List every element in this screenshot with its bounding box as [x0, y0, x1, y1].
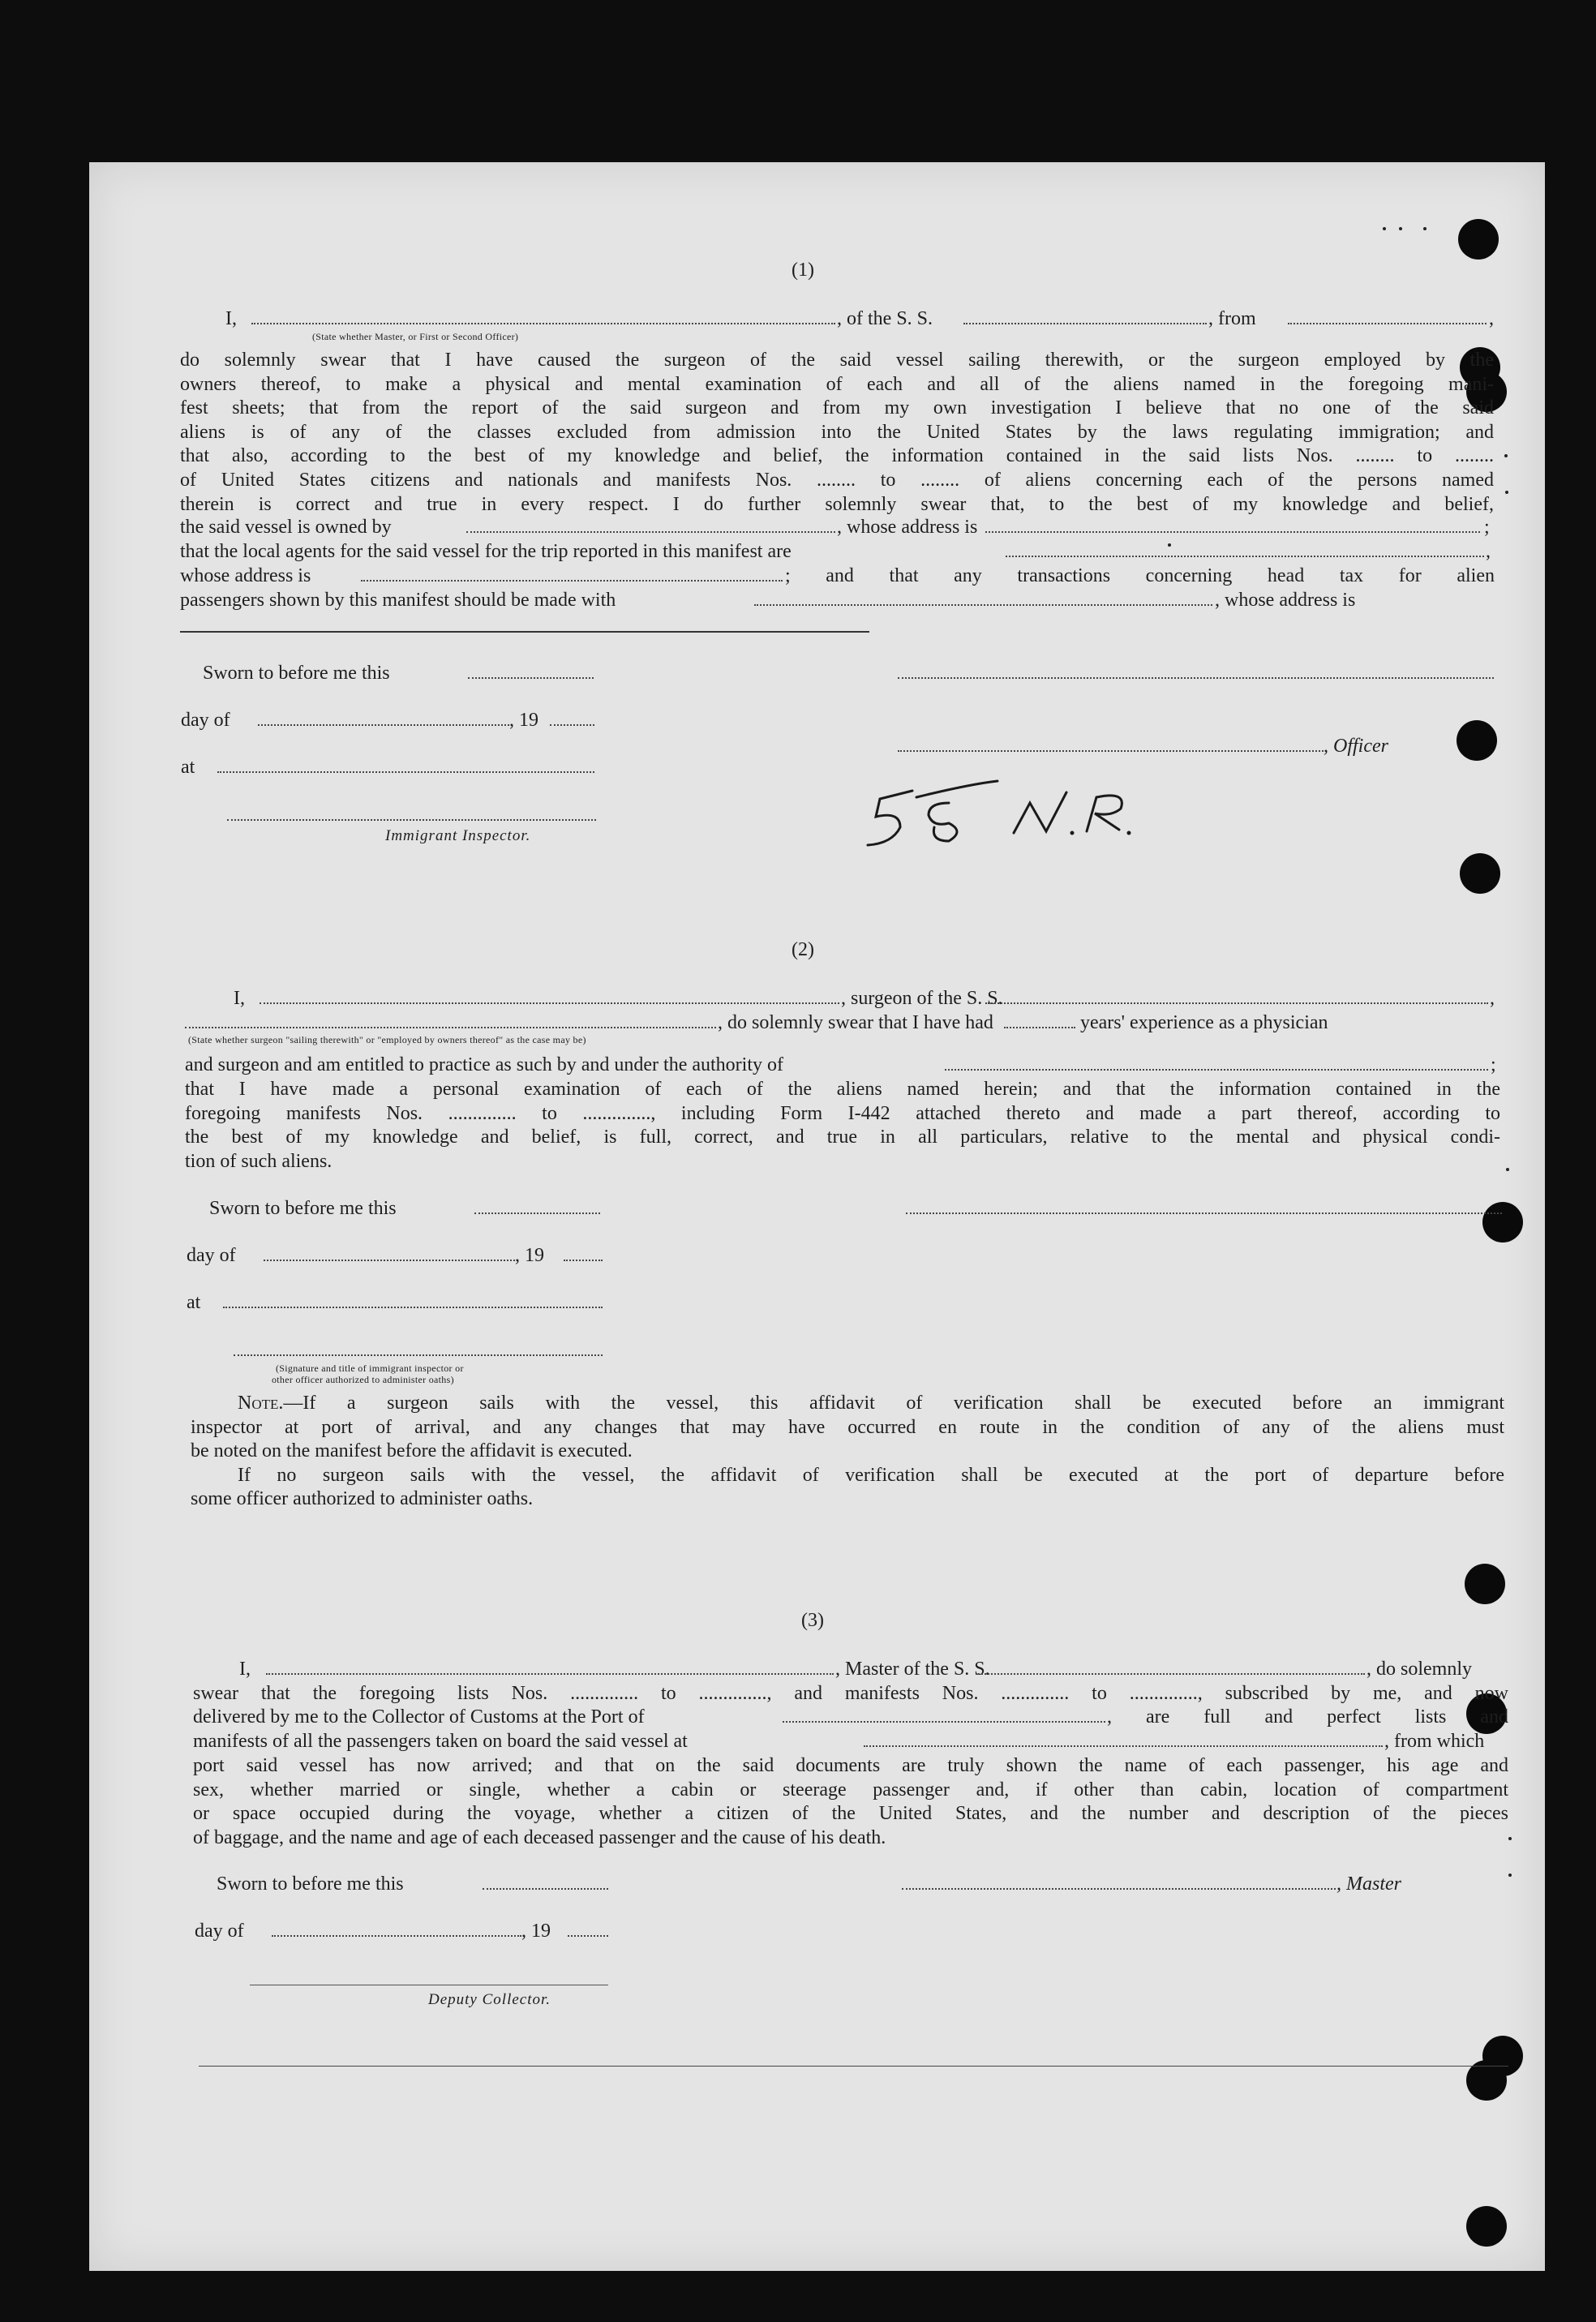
- s1-line: that also, according to the best of my knowledge and belief, the information contained in the said lists Nos. ........ to ........: [180, 445, 1494, 467]
- s3-port-of: delivered by me to the Collector of Customs at the Port of: [193, 1706, 645, 1728]
- s1-i: I,: [225, 308, 237, 329]
- s1-line: fest sheets; that from the report of the said surgeon and from my own investigation I believe that no one of the said: [180, 397, 1494, 419]
- s1-officer-signature-2[interactable]: [898, 750, 1324, 752]
- s2-years-field[interactable]: [1004, 1027, 1075, 1028]
- s1-line: do solemnly swear that I have caused the surgeon of the said vessel sailing therewith, or the surgeon employed by the: [180, 350, 1494, 371]
- s1-address-field-3[interactable]: [180, 631, 869, 633]
- s2-line: tion of such aliens.: [185, 1150, 332, 1172]
- s2-line: foregoing manifests Nos. .............. to .............., including Form I-442 attached thereto and made a part thereof, according to: [185, 1102, 1500, 1124]
- s2-surgeon-of: , surgeon of the S. S.: [841, 988, 1003, 1009]
- s1-head-tax-field[interactable]: [754, 604, 1212, 606]
- s3-full-perfect: , are full and perfect lists and: [1107, 1706, 1508, 1728]
- s2-i: I,: [234, 988, 245, 1009]
- s3-nineteen: , 19: [521, 1921, 551, 1942]
- s2-authority: and surgeon and am entitled to practice as such by and under the authority of: [185, 1054, 783, 1075]
- s1-of-ss: , of the S. S.: [837, 308, 933, 329]
- handwriting-stroke: [1087, 796, 1122, 831]
- speck: [1506, 1168, 1509, 1171]
- handwriting-stroke: [916, 781, 998, 797]
- s1-oath-paragraph: [180, 349, 1494, 517]
- speck: [1508, 1873, 1512, 1877]
- s1-agents-address-field[interactable]: [361, 580, 783, 582]
- s1-head-tax: ; and that any transactions concerning head tax for alien: [785, 565, 1495, 586]
- punch-hole: [1482, 1202, 1523, 1243]
- s3-master-name-field[interactable]: [266, 1673, 834, 1675]
- s2-surgeon-caption: (State whether surgeon "sailing therewith" or "employed by owners thereof" as the case may be): [188, 1034, 586, 1045]
- s2-vessel-field[interactable]: [985, 1002, 1488, 1004]
- handwriting-stroke: [1014, 792, 1066, 833]
- s1-end-comma: ,: [1489, 308, 1494, 329]
- speck: [1505, 491, 1508, 494]
- note-line: be noted on the manifest before the affidavit is executed.: [191, 1440, 633, 1462]
- section-3-heading: (3): [801, 1610, 824, 1631]
- s3-do-solemnly: , do solemnly: [1366, 1659, 1472, 1680]
- handwriting-stroke: [868, 791, 912, 845]
- s2-end-comma: ,: [1490, 988, 1495, 1009]
- s1-passengers-shown: passengers shown by this manifest should be made with: [180, 590, 616, 611]
- punch-hole: [1460, 853, 1500, 894]
- s1-owner-field[interactable]: [466, 531, 835, 533]
- s3-day-of: day of: [195, 1921, 244, 1942]
- s1-nineteen: , 19: [509, 710, 538, 731]
- s1-sworn-date-field[interactable]: [468, 677, 594, 679]
- s1-line: aliens is of any of the classes excluded from admission into the United States by the laws regulating immigration; and: [180, 421, 1494, 443]
- section-2-heading: (2): [792, 939, 814, 960]
- s3-master-signature[interactable]: [902, 1888, 1336, 1890]
- speck: [1504, 454, 1508, 457]
- s2-day-of: day of: [187, 1245, 236, 1266]
- s2-place-field[interactable]: [223, 1307, 603, 1308]
- s3-line: sex, whether married or single, whether a cabin or steerage passenger and, if other than cabin, location of compartment: [193, 1779, 1508, 1801]
- speck: [1508, 1837, 1512, 1840]
- s2-do-solemnly: , do solemnly swear that I have had: [718, 1012, 993, 1033]
- s2-surgeon-type-field[interactable]: [185, 1027, 716, 1028]
- s2-semicolon: ;: [1491, 1054, 1496, 1075]
- s3-oath-paragraph: [193, 1754, 1508, 1850]
- s3-year-field[interactable]: [568, 1935, 608, 1937]
- s2-nineteen: , 19: [515, 1245, 544, 1266]
- s1-place-field[interactable]: [217, 771, 594, 773]
- s2-inspector-signature[interactable]: [234, 1354, 603, 1356]
- document-page: [89, 162, 1545, 2271]
- s1-sworn: Sworn to before me this: [203, 663, 390, 684]
- punch-hole: [1458, 219, 1499, 260]
- s2-sworn-date-field[interactable]: [474, 1213, 600, 1214]
- s3-port-field[interactable]: [783, 1721, 1105, 1723]
- s2-sig-caption: other officer authorized to administer oaths): [272, 1374, 454, 1385]
- note-line: inspector at port of arrival, and any changes that may have occurred en route in the condition of any of the aliens must: [191, 1416, 1504, 1438]
- s1-line: therein is correct and true in every respect. I do further solemnly swear that, to the best of my knowledge and belief,: [180, 493, 1494, 515]
- s1-whose-address: , whose address is: [837, 517, 978, 538]
- s2-note: [191, 1392, 1504, 1512]
- section-1-heading: (1): [792, 260, 814, 281]
- s3-lists-line: [193, 1682, 1508, 1706]
- s1-month-field[interactable]: [258, 724, 509, 726]
- s3-master-label: , Master: [1336, 1873, 1401, 1895]
- handwriting-stroke: [929, 803, 957, 841]
- bottom-rule: [199, 2066, 1508, 2067]
- s1-officer-label: , Officer: [1324, 736, 1388, 757]
- handwriting-dot: [1127, 831, 1131, 835]
- s1-officer-caption: (State whether Master, or First or Second Officer): [312, 331, 519, 342]
- punch-hole: [1466, 2206, 1507, 2247]
- note-line: some officer authorized to administer oaths.: [191, 1488, 534, 1510]
- speck: [1168, 543, 1171, 547]
- s3-i: I,: [239, 1659, 251, 1680]
- s2-line: the best of my knowledge and belief, is full, correct, and true in all particulars, relative to the mental and physical condi-: [185, 1127, 1500, 1148]
- s3-from-which: , from which: [1384, 1731, 1485, 1752]
- s2-line: that I have made a personal examination of each of the aliens named herein; and that the information contained in the: [185, 1079, 1500, 1100]
- s3-line: of baggage, and the name and age of each deceased passenger and the cause of his death.: [193, 1826, 886, 1848]
- s3-deputy-label: Deputy Collector.: [428, 1991, 551, 2008]
- s1-owned-by: the said vessel is owned by: [180, 517, 392, 538]
- s3-line: port said vessel has now arrived; and that on the said documents are truly shown the name of each passenger, his age and: [193, 1755, 1508, 1776]
- s2-years-experience: years' experience as a physician: [1080, 1012, 1328, 1033]
- speck: [1399, 227, 1402, 230]
- s3-sworn-date-field[interactable]: [483, 1888, 608, 1890]
- s1-agents-comma: ,: [1486, 541, 1491, 562]
- s2-surgeon-name-field[interactable]: [260, 1002, 839, 1004]
- s1-agents-field[interactable]: [1006, 556, 1484, 557]
- s3-master-of: , Master of the S. S.: [835, 1659, 990, 1680]
- s1-line: owners thereof, to make a physical and mental examination of each and all of the aliens named in the foregoing mani-: [180, 373, 1494, 395]
- s3-month-field[interactable]: [272, 1935, 521, 1937]
- s2-oath-paragraph: [185, 1078, 1500, 1174]
- punch-hole: [1457, 720, 1497, 761]
- s1-whose-address-3: , whose address is: [1215, 590, 1356, 611]
- s1-inspector-signature[interactable]: [227, 819, 596, 821]
- note-text: —If a surgeon sails with the vessel, this affidavit of verification shall be executed before an immigrant: [283, 1393, 1504, 1414]
- s3-embark-port-field[interactable]: [864, 1745, 1383, 1747]
- handwritten-annotation: [835, 766, 1176, 856]
- s3-taken-on-board: manifests of all the passengers taken on board the said vessel at: [193, 1731, 688, 1752]
- s2-sworn: Sworn to before me this: [209, 1198, 397, 1219]
- note-label: Note.: [238, 1393, 284, 1414]
- s3-sworn: Sworn to before me this: [217, 1873, 404, 1895]
- s2-surgeon-signature[interactable]: [906, 1213, 1502, 1214]
- s1-local-agents: that the local agents for the said vessel for the trip reported in this manifest are: [180, 541, 792, 562]
- s1-semicolon: ;: [1484, 517, 1490, 538]
- s1-line: of United States citizens and nationals and manifests Nos. ........ to ........ of aliens concerning each of the persons named: [180, 469, 1494, 491]
- punch-hole: [1465, 1564, 1505, 1604]
- s2-sig-caption: (Signature and title of immigrant inspector or: [276, 1363, 464, 1374]
- note-line: If no surgeon sails with the vessel, the affidavit of verification shall be executed at the port of departure before: [238, 1464, 1504, 1486]
- s2-year-field[interactable]: [564, 1260, 603, 1261]
- speck: [1383, 227, 1386, 230]
- s3-vessel-field[interactable]: [976, 1673, 1365, 1675]
- s3-line: or space occupied during the voyage, whether a citizen of the United States, and the number and description of the pieces: [193, 1803, 1508, 1825]
- s2-month-field[interactable]: [264, 1260, 515, 1261]
- s1-whose-address-2: whose address is: [180, 565, 311, 586]
- s1-day-of: day of: [181, 710, 230, 731]
- speck: [1423, 227, 1427, 230]
- s1-at: at: [181, 757, 195, 778]
- note-line: [191, 1392, 1504, 1416]
- s1-year-field[interactable]: [550, 724, 594, 726]
- s1-officer-signature-1[interactable]: [898, 677, 1494, 679]
- s2-at: at: [187, 1292, 201, 1313]
- s3-line: swear that the foregoing lists Nos. .............. to .............., and manifests Nos. .............. to .............., subscribed by me, and now: [193, 1683, 1508, 1704]
- s1-owner-address-field[interactable]: [985, 531, 1480, 533]
- s1-officer-field[interactable]: [251, 323, 835, 324]
- s1-inspector-label: Immigrant Inspector.: [385, 827, 531, 844]
- handwriting-dot: [1070, 831, 1075, 835]
- s1-vessel-field[interactable]: [963, 323, 1207, 324]
- s2-authority-field[interactable]: [945, 1069, 1488, 1071]
- s1-from: , from: [1208, 308, 1256, 329]
- s1-from-field[interactable]: [1288, 323, 1487, 324]
